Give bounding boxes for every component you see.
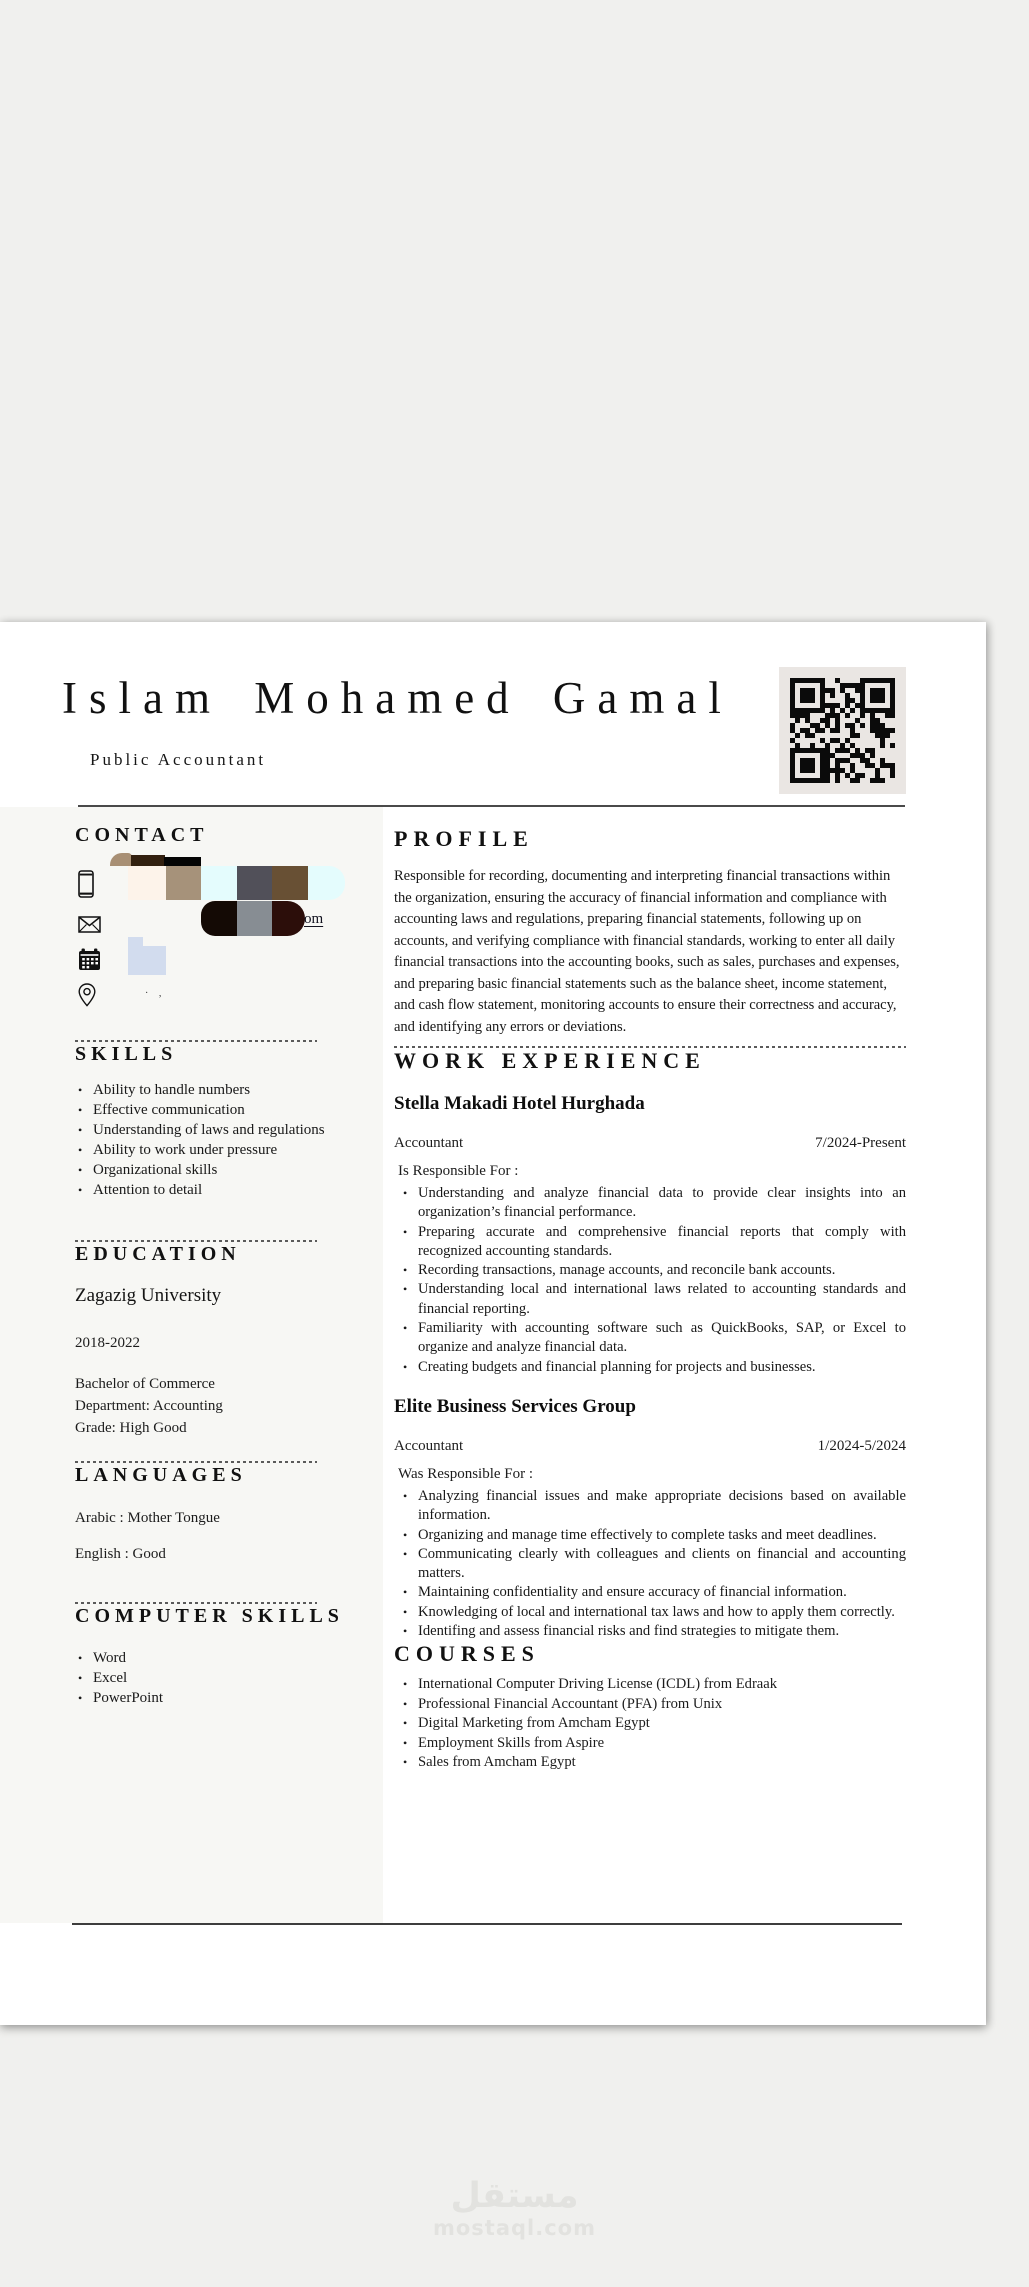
- course-item: • Employment Skills from Aspire: [400, 1734, 906, 1753]
- job-dates: 1/2024-5/2024: [817, 1437, 906, 1454]
- phone-icon: [78, 870, 94, 903]
- language-item: English : Good: [75, 1546, 166, 1562]
- job-bullet: • Analyzing financial issues and make appropriate decisions based on available information.: [400, 1487, 906, 1526]
- job-bullet-list: [394, 1184, 906, 1377]
- skill-item: • Ability to work under pressure: [75, 1140, 345, 1160]
- email-redaction-scribble: [237, 901, 272, 936]
- email-redaction-scribble: [201, 901, 237, 936]
- computer-skill-item: • PowerPoint: [75, 1688, 345, 1708]
- education-department: Department: Accounting: [75, 1398, 223, 1414]
- job-bullet: • Communicating clearly with colleagues and clients on financial and accounting matters.: [400, 1545, 906, 1584]
- education-grade: Grade: High Good: [75, 1420, 187, 1436]
- phone-redaction-scribble: [128, 866, 166, 900]
- job-bullet: • Identifing and assess financial risks and find strategies to mitigate them.: [400, 1622, 906, 1641]
- computer-skills-heading: COMPUTER SKILLS: [75, 1605, 344, 1627]
- location-text-remnant: · ,: [145, 988, 166, 999]
- skills-heading: SKILLS: [75, 1043, 178, 1065]
- skill-item: • Understanding of laws and regulations: [75, 1120, 345, 1140]
- job-bullet: • Maintaining confidentiality and ensure accuracy of financial information.: [400, 1583, 906, 1602]
- education-degree: Bachelor of Commerce: [75, 1376, 215, 1392]
- job-bullet: • Familiarity with accounting software such as QuickBooks, SAP, or Excel to organize and analyze financial data.: [400, 1319, 906, 1358]
- skill-item: • Effective communication: [75, 1100, 345, 1120]
- mostaql-watermark: [0, 2176, 1029, 2240]
- resume-page: [0, 622, 986, 2025]
- course-item: • International Computer Driving License (ICDL) from Edraak: [400, 1675, 906, 1694]
- profile-heading: PROFILE: [394, 826, 534, 851]
- date-redaction-scribble: [128, 946, 166, 975]
- qr-code: [779, 667, 906, 794]
- job-bullet: • Understanding and analyze financial data to provide clear insights into an organization’s financial performance.: [400, 1184, 906, 1223]
- job-bullet: • Organizing and manage time effectively to complete tasks and meet deadlines.: [400, 1526, 906, 1545]
- phone-redaction-scribble: [166, 866, 201, 900]
- calendar-icon: [78, 948, 101, 976]
- job-meta: [394, 1134, 906, 1153]
- phone-redaction-scribble: [110, 853, 132, 866]
- job-bullet: • Understanding local and international laws related to accounting standards and financial reporting.: [400, 1280, 906, 1319]
- person-name: Islam Mohamed Gamal: [62, 673, 733, 723]
- company-name: Stella Makadi Hotel Hurghada: [394, 1093, 645, 1114]
- job-intro: Is Responsible For :: [398, 1163, 519, 1179]
- phone-redaction-scribble: [164, 857, 201, 866]
- job-role: Accountant: [394, 1135, 464, 1151]
- course-item: • Professional Financial Accountant (PFA) from Unix: [400, 1695, 906, 1714]
- language-item: Arabic : Mother Tongue: [75, 1510, 220, 1526]
- contact-block: [75, 847, 345, 1012]
- languages-heading: LANGUAGES: [75, 1464, 247, 1486]
- phone-redaction-scribble: [237, 866, 272, 900]
- contact-heading: CONTACT: [75, 824, 209, 846]
- email-link-remnant[interactable]: om: [304, 911, 324, 927]
- phone-redaction-scribble: [131, 855, 165, 866]
- sidebar: [0, 807, 383, 1708]
- job-bullet: • Knowledging of local and international tax laws and how to apply them correctly.: [400, 1603, 906, 1622]
- education-years: 2018-2022: [75, 1335, 140, 1351]
- email-icon: [78, 916, 101, 938]
- education-details: [75, 1373, 345, 1439]
- job-dates: 7/2024-Present: [815, 1135, 906, 1151]
- skill-item: • Organizational skills: [75, 1160, 345, 1180]
- phone-redaction-scribble: [201, 866, 237, 900]
- work-experience-heading: WORK EXPERIENCE: [394, 1048, 706, 1073]
- phone-redaction-scribble: [272, 866, 308, 900]
- job-bullet: • Creating budgets and financial planning for projects and businesses.: [400, 1358, 906, 1377]
- skills-list: [75, 1080, 345, 1200]
- phone-redaction-scribble: [308, 866, 345, 900]
- skill-item: • Attention to detail: [75, 1180, 345, 1200]
- location-icon: [78, 983, 96, 1012]
- courses-heading: COURSES: [394, 1641, 540, 1667]
- job-bullet: • Preparing accurate and comprehensive financial reports that comply with recognized accounting standards.: [400, 1223, 906, 1262]
- job-meta: [394, 1437, 906, 1456]
- job-intro: Was Responsible For :: [398, 1465, 534, 1482]
- watermark-arabic: مستقل: [450, 2176, 579, 2216]
- watermark-latin: mostaql.com: [433, 2216, 596, 2240]
- company-name: Elite Business Services Group: [394, 1395, 636, 1417]
- computer-skill-item: • Word: [75, 1648, 345, 1668]
- school-name: Zagazig University: [75, 1285, 222, 1306]
- computer-skill-item: • Excel: [75, 1668, 345, 1688]
- course-item: • Digital Marketing from Amcham Egypt: [400, 1714, 906, 1733]
- skill-item: • Ability to handle numbers: [75, 1080, 345, 1100]
- job-title: Public Accountant: [90, 750, 267, 769]
- job-bullet-list: [394, 1487, 906, 1641]
- job-role: Accountant: [394, 1437, 464, 1454]
- main-column: [394, 826, 906, 1787]
- course-item: • Sales from Amcham Egypt: [400, 1753, 906, 1772]
- courses-list: [394, 1675, 906, 1772]
- computer-skills-list: [75, 1648, 345, 1708]
- education-heading: EDUCATION: [75, 1243, 241, 1265]
- qr-code-pattern: [790, 678, 895, 783]
- footer-divider: [72, 1923, 902, 1925]
- email-redaction-scribble: [272, 901, 305, 936]
- job-bullet: • Recording transactions, manage accounts, and reconcile bank accounts.: [400, 1261, 906, 1280]
- profile-text: Responsible for recording, documenting and interpreting financial transactions within the organization, ensuring the accuracy of financial information and compliance with accounting laws and regulations, preparing financial statements, following up on accounts, and verifying compliance with financial standards, working to enter all daily financial transactions into the accounting books, such as sales, purchases and expenses, and preparing basic financial statements such as the balance sheet, income statement, and cash flow statement, monitoring accounts to ensure their correctness and accuracy, and identifying any errors or deviations.: [394, 868, 900, 1035]
